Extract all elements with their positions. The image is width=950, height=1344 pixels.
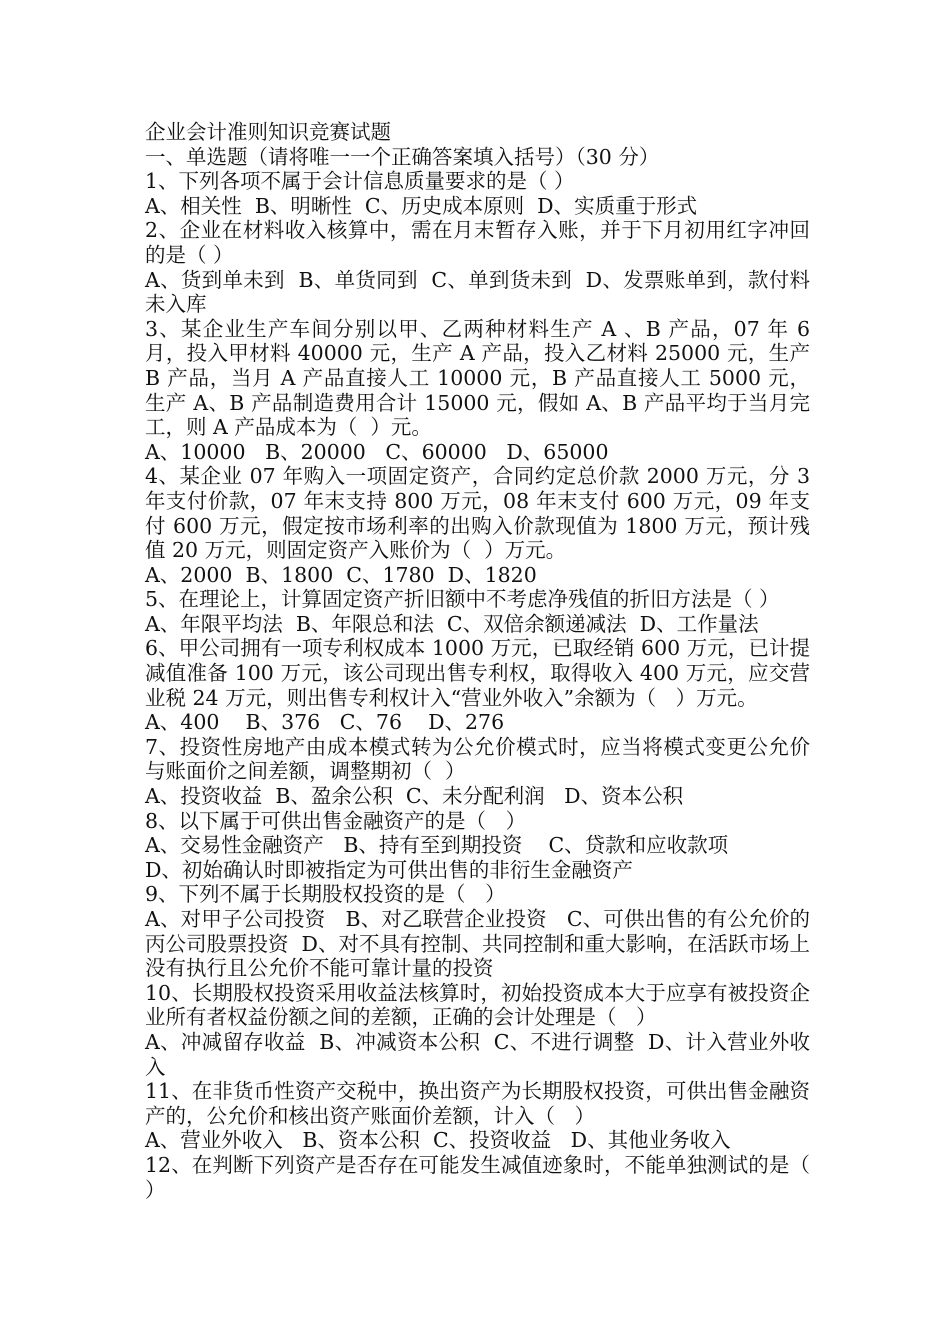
- question-10: 10、长期股权投资采用收益法核算时，初始投资成本大于应享有被投资企业所有者权益份额之间的差额，正确的会计处理是（ ）: [145, 980, 810, 1030]
- question-4: 4、某企业 07 年购入一项固定资产，合同约定总价款 2000 万元，分 3 年支付价款，07 年末支持 800 万元，08 年末支付 600 万元，09 年支付 600 万元，假定按市场利率的出购入价款现值为 1800 万元，预计残值 20 万元，则固定资产入账价为（ ）万元。: [145, 464, 817, 563]
- question-11: 11、在非货币性资产交税中，换出资产为长期股权投资，可供出售金融资产的，公允价和核出资产账面价差额，计入（ ）: [145, 1079, 810, 1128]
- options-7: A、投资收益 B、盈余公积 C、未分配利润 D、资本公积: [145, 784, 684, 809]
- question-12: 12、在判断下列资产是否存在可能发生减值迹象时，不能单独测试的是（ ）: [145, 1152, 830, 1202]
- document-body: [145, 120, 830, 1202]
- question-1: 1、下列各项不属于会计信息质量要求的是（ ）: [145, 169, 575, 194]
- options-8-line-2: D、初始确认时即被指定为可供出售的非衍生金融资产: [145, 857, 633, 882]
- options-8-line-1: A、交易性金融资产 B、持有至到期投资 C、贷款和应收款项: [145, 833, 729, 858]
- options-2: A、货到单未到 B、单货同到 C、单到货未到 D、发票账单到，款付料未入库: [145, 267, 810, 317]
- question-7: 7、投资性房地产由成本模式转为公允价模式时，应当将模式变更公允价与账面价之间差额，调整期初（ ）: [145, 734, 810, 784]
- options-11: A、营业外收入 B、资本公积 C、投资收益 D、其他业务收入: [145, 1128, 731, 1153]
- question-6: 6、甲公司拥有一项专利权成本 1000 万元，已取经销 600 万元，已计提减值准备 100 万元，该公司现出售专利权，取得收入 400 万元，应交营业税 24 万元，则出售专利权计入“营业外收入”余额为（ ）万元。: [145, 636, 810, 710]
- section-heading: 一、单选题（请将唯一一个正确答案填入括号）（30 分）: [145, 144, 660, 169]
- question-3: 3、某企业生产车间分别以甲、乙两种材料生产 A 、B 产品，07 年 6 月，投入甲材料 40000 元，生产 A 产品，投入乙材料 25000 元，生产 B 产品，当月 A 产品直接人工 10000 元，B 产品直接人工 5000 元，生产 A、B 产品制造费用合计 15000 元，假如 A、B 产品平均于当月完工，则 A 产品成本为（ ）元。: [145, 316, 817, 440]
- question-5: 5、在理论上，计算固定资产折旧额中不考虑净残值的折旧方法是（ ）: [145, 587, 780, 612]
- options-3: A、10000 B、20000 C、60000 D、65000: [145, 439, 609, 464]
- question-2: 2、企业在材料收入核算中，需在月末暂存入账，并于下月初用红字冲回的是（ ）: [145, 218, 810, 267]
- options-5: A、年限平均法 B、年限总和法 C、双倍余额递减法 D、工作量法: [145, 611, 759, 636]
- options-4: A、2000 B、1800 C、1780 D、1820: [145, 562, 537, 587]
- options-6: A、400 B、376 C、76 D、276: [145, 710, 505, 735]
- options-9: A、对甲子公司投资 B、对乙联营企业投资 C、可供出售的有公允价的丙公司股票投资 D、对不具有控制、共同控制和重大影响，在活跃市场上没有执行且公允价不能可靠计量的投资: [145, 907, 810, 981]
- question-9: 9、下列不属于长期股权投资的是（ ）: [145, 882, 506, 907]
- document-title: 企业会计准则知识竞赛试题: [145, 120, 391, 144]
- options-1: A、相关性 B、明晰性 C、历史成本原则 D、实质重于形式: [145, 193, 698, 218]
- options-10: A、冲减留存收益 B、冲减资本公积 C、不进行调整 D、计入营业外收入: [145, 1029, 810, 1079]
- question-8: 8、以下属于可供出售金融资产的是（ ）: [145, 808, 527, 833]
